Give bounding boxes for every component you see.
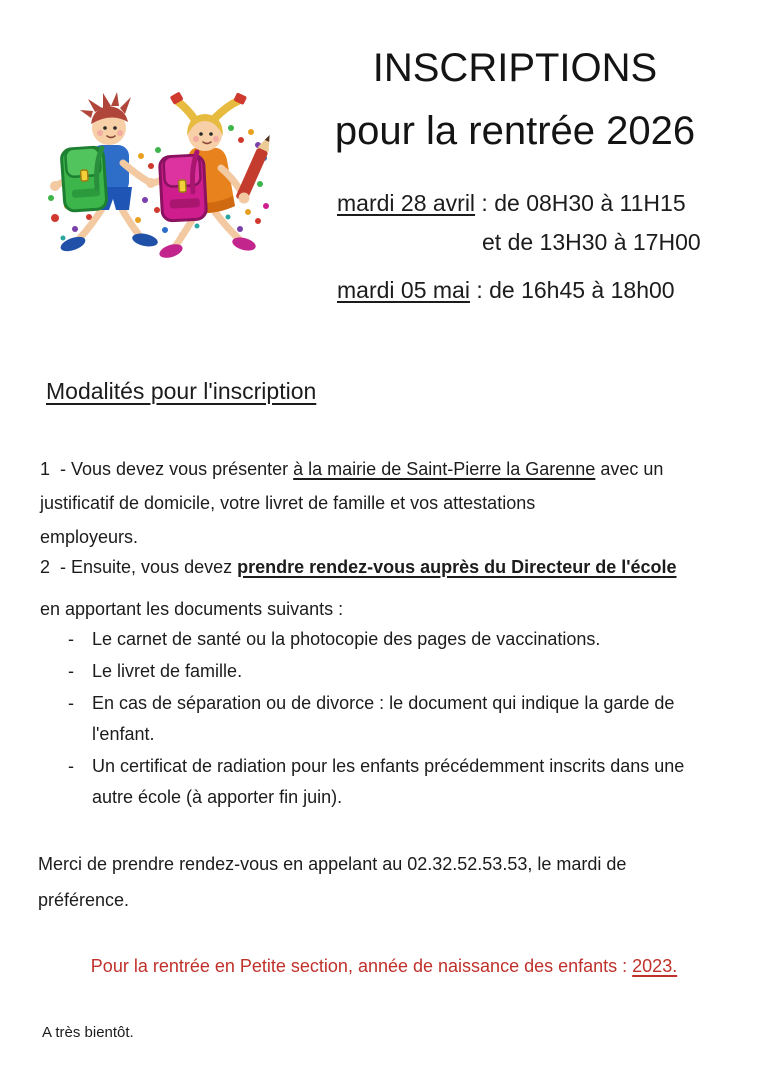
document-text bbox=[92, 751, 684, 813]
red-pencil bbox=[235, 133, 270, 203]
red-note-year: 2023. bbox=[632, 956, 678, 976]
document-text bbox=[92, 624, 600, 655]
girl-figure bbox=[153, 92, 270, 261]
red-note-text: Pour la rentrée en Petite section, année de naissance des enfants : bbox=[90, 956, 633, 976]
list-item bbox=[68, 656, 763, 687]
step-2-line-2: en apportant les documents suivants : bbox=[40, 599, 344, 619]
step-1-line-2: justificatif de domicile, votre livret de famille et vos attestations bbox=[40, 493, 536, 513]
document-line: autre école (à apporter fin juin). bbox=[92, 787, 343, 807]
document-text bbox=[92, 656, 242, 687]
step-2-bold-underlined: prendre rendez-vous auprès du Directeur de l'école bbox=[237, 557, 677, 577]
step-2-paragraph bbox=[40, 550, 760, 626]
phone-note bbox=[38, 846, 760, 918]
boy-figure bbox=[50, 92, 159, 254]
step-1-underlined: à la mairie de Saint-Pierre la Garenne bbox=[293, 459, 596, 479]
step-1-after: avec un bbox=[595, 459, 664, 479]
list-item bbox=[68, 751, 763, 813]
schedule-time-1: : de 08H30 à 11H15 bbox=[475, 190, 686, 216]
documents-list bbox=[68, 624, 763, 814]
list-item bbox=[68, 688, 763, 750]
red-note bbox=[0, 956, 768, 977]
document-line: Un certificat de radiation pour les enfants précédemment inscrits dans une bbox=[92, 756, 685, 776]
bullet-marker: - bbox=[68, 629, 74, 649]
schedule-line-3 bbox=[337, 277, 675, 304]
section-heading: Modalités pour l'inscription bbox=[46, 378, 317, 404]
bullet-marker: - bbox=[68, 756, 74, 776]
step-1-paragraph bbox=[40, 452, 760, 554]
schedule-time-2: : de 16h45 à 18h00 bbox=[469, 277, 675, 303]
step-1-line-3: employeurs. bbox=[40, 527, 139, 547]
schedule-date-2: mardi 05 mai bbox=[337, 277, 470, 303]
title-line-1: INSCRIPTIONS bbox=[372, 46, 658, 90]
page-title bbox=[285, 46, 745, 154]
document-text bbox=[92, 688, 674, 750]
title-line-2: pour la rentrée 2026 bbox=[334, 108, 696, 153]
bullet-marker: - bbox=[68, 693, 74, 713]
children-walking-illustration-svg bbox=[45, 88, 270, 270]
children-illustration bbox=[45, 88, 270, 270]
step-2-prefix: 2 - Ensuite, vous devez bbox=[40, 557, 238, 577]
phone-note-line-2: préférence. bbox=[38, 890, 130, 910]
schedule-line-1 bbox=[337, 190, 686, 217]
closing-text: A très bientôt. bbox=[42, 1024, 134, 1041]
document-line: Le livret de famille. bbox=[92, 661, 243, 681]
list-item bbox=[68, 624, 763, 655]
bullet-marker: - bbox=[68, 661, 74, 681]
step-1-prefix: 1 - Vous devez vous présenter bbox=[40, 459, 294, 479]
document-line: Le carnet de santé ou la photocopie des pages de vaccinations. bbox=[92, 629, 601, 649]
document-line: En cas de séparation ou de divorce : le document qui indique la garde de bbox=[92, 693, 675, 713]
document-line: l'enfant. bbox=[92, 724, 155, 744]
schedule-line-2: et de 13H30 à 17H00 bbox=[482, 229, 701, 255]
phone-note-line-1: Merci de prendre rendez-vous en appelant au 02.32.52.53.53, le mardi de bbox=[38, 854, 627, 874]
schedule-date-1: mardi 28 avril bbox=[337, 190, 476, 216]
pink-backpack bbox=[159, 155, 206, 221]
